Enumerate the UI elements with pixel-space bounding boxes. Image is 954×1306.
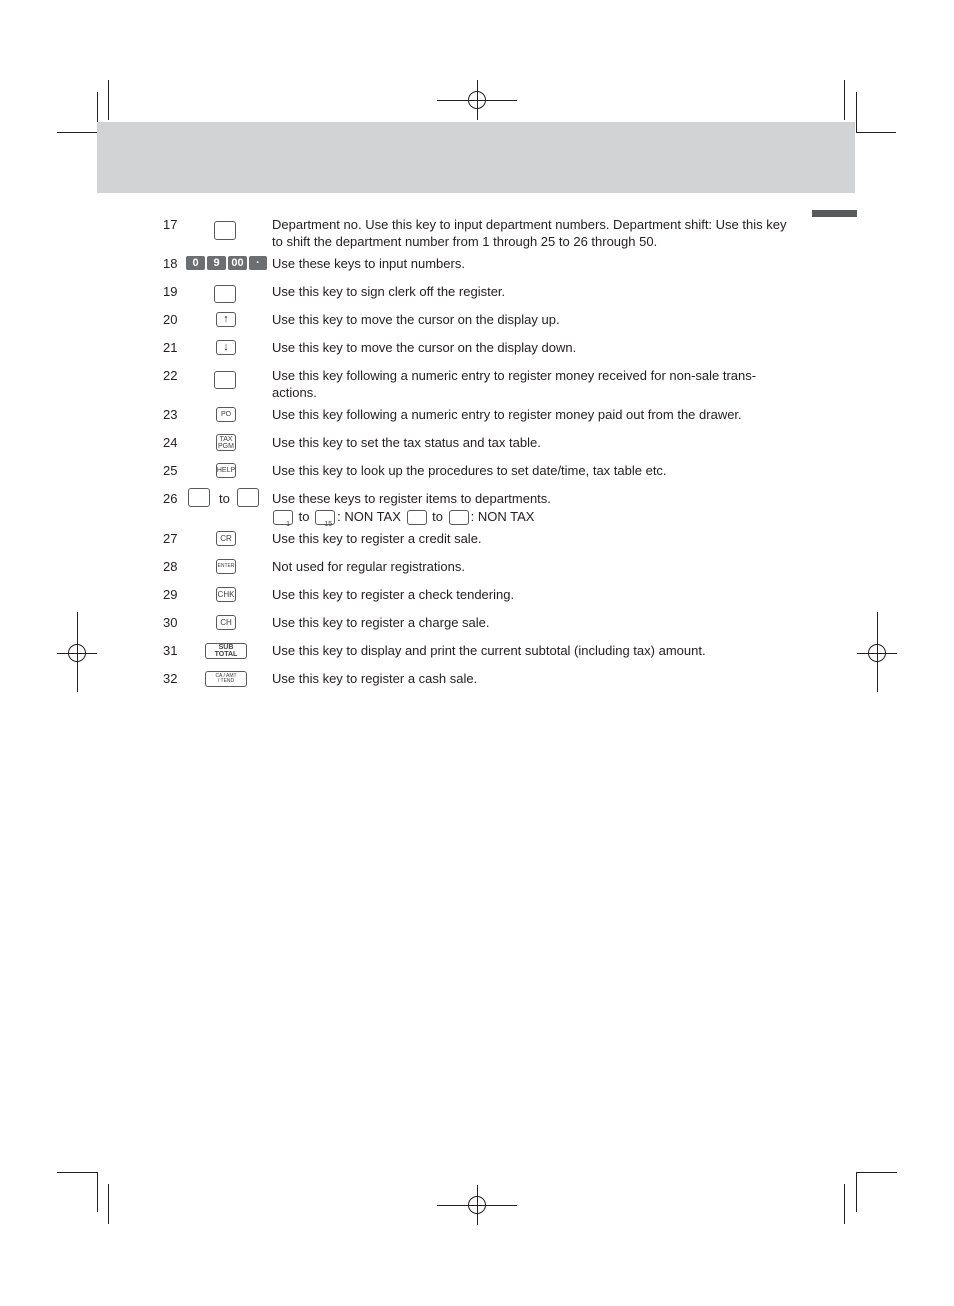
- key-cell: [184, 670, 268, 692]
- item-description: Use this key to set the tax status and tax table.: [272, 435, 541, 450]
- non-tax-label: : NON TAX: [337, 509, 401, 524]
- non-tax-note: [272, 508, 792, 529]
- item-number: 19: [163, 284, 178, 299]
- item-number: 30: [163, 615, 178, 630]
- subtotal-key: [205, 643, 247, 659]
- crop-mark: [844, 1184, 845, 1224]
- key-label-line2: / TEND: [217, 678, 235, 684]
- item-number: 17: [163, 217, 178, 232]
- item-number: 31: [163, 643, 178, 658]
- key-cell: [184, 490, 268, 512]
- key-cell: [184, 586, 268, 608]
- item-description: Use this key to look up the procedures to set date/time, tax table etc.: [272, 463, 667, 478]
- crop-mark: [108, 80, 109, 120]
- key-cell: [184, 255, 268, 277]
- key-cell: [184, 283, 268, 305]
- item-description: Use this key to register a cash sale.: [272, 671, 478, 686]
- key-cell: [184, 367, 268, 389]
- numeric-key-9: 9: [207, 256, 226, 270]
- department-key-last: [237, 488, 259, 507]
- item-number: 21: [163, 340, 178, 355]
- down-arrow-icon: ↓: [223, 341, 229, 353]
- check-key: CHK: [216, 587, 236, 602]
- item-description: Use these keys to input numbers.: [272, 256, 465, 271]
- key-cell: [184, 530, 268, 552]
- to-label: to: [432, 509, 443, 524]
- help-key: HELP: [216, 463, 236, 478]
- item-description: Use this key to move the cursor on the display up.: [272, 312, 560, 327]
- received-on-account-key: [214, 371, 236, 389]
- cursor-down-key: [216, 340, 236, 355]
- credit-key: CR: [216, 531, 236, 546]
- key-cell: [184, 558, 268, 580]
- registration-mark-icon: [868, 644, 886, 662]
- key-cell: [184, 339, 268, 361]
- key-label-line2: TOTAL: [214, 651, 238, 658]
- key-label-line1: CA / AMT: [215, 673, 237, 679]
- to-label: to: [219, 491, 230, 506]
- tax-program-key: [216, 434, 236, 451]
- key-label-line1: TAX: [219, 435, 233, 443]
- item-description: Use this key to display and print the current subtotal (including tax) amount.: [272, 643, 706, 658]
- item-number: 23: [163, 407, 178, 422]
- item-description: Use this key to register a check tendering.: [272, 587, 515, 602]
- crop-mark: [108, 1184, 109, 1224]
- item-number: 27: [163, 531, 178, 546]
- charge-key: CH: [216, 615, 236, 630]
- item-description: Use this key following a numeric entry to register money paid out from the drawer.: [272, 407, 742, 422]
- item-description: Use this key to register a credit sale.: [272, 531, 482, 546]
- crop-mark: [856, 1172, 857, 1212]
- item-number: 25: [163, 463, 178, 478]
- item-number: 32: [163, 671, 178, 686]
- decimal-point-key: ·: [249, 256, 267, 270]
- cash-amount-tend-key: [205, 671, 247, 687]
- key-cell: [184, 406, 268, 428]
- numeric-key-00: 00: [228, 256, 247, 270]
- item-number: 20: [163, 312, 178, 327]
- registration-mark-icon: [68, 644, 86, 662]
- item-description: Not used for regular registrations.: [272, 559, 465, 574]
- item-description: Use this key to move the cursor on the display down.: [272, 340, 577, 355]
- item-description: [272, 490, 792, 529]
- key-cell: [184, 614, 268, 636]
- department-shift-key: [214, 221, 236, 240]
- item-description: Use this key to register a charge sale.: [272, 615, 490, 630]
- paid-out-key: PO: [216, 407, 236, 422]
- description-line: Use these keys to register items to departments.: [272, 491, 551, 506]
- registration-mark-icon: [468, 1196, 486, 1214]
- key-label-line2: PGM: [218, 442, 234, 450]
- crop-mark: [856, 92, 857, 132]
- department-key-blank: [407, 510, 427, 525]
- crop-mark: [856, 132, 896, 133]
- header-band: [97, 122, 855, 193]
- key-cell: [184, 216, 268, 238]
- cursor-up-key: [216, 312, 236, 327]
- crop-mark: [97, 1172, 98, 1212]
- department-key-1: 1: [273, 510, 293, 525]
- up-arrow-icon: ↑: [223, 313, 229, 325]
- crop-mark: [857, 1172, 897, 1173]
- item-number: 29: [163, 587, 178, 602]
- department-key-first: [188, 488, 210, 507]
- crop-mark: [57, 132, 97, 133]
- key-cell: [184, 311, 268, 333]
- item-number: 26: [163, 491, 178, 506]
- item-description: Use this key following a numeric entry to register money received for non-sale trans-actions.: [272, 368, 757, 400]
- item-number: 24: [163, 435, 178, 450]
- key-cell: [184, 434, 268, 456]
- key-cell: [184, 462, 268, 484]
- numeric-key-0: 0: [186, 256, 205, 270]
- item-description: Department no. Use this key to input department numbers. Department shift: Use this key to shift the department number from 1 through 25 to 26 through 50.: [272, 217, 787, 249]
- department-key-15: 15: [315, 510, 335, 525]
- key-cell: [184, 642, 268, 664]
- department-key-blank: [449, 510, 469, 525]
- enter-key: ENTER: [216, 559, 236, 574]
- item-number: 18: [163, 256, 178, 271]
- key-label-line1: SUB: [218, 644, 234, 651]
- clerk-sign-off-key: [214, 285, 236, 303]
- section-tab-marker: [812, 210, 857, 217]
- item-description: Use this key to sign clerk off the register.: [272, 284, 506, 299]
- item-number: 22: [163, 368, 178, 383]
- crop-mark: [844, 80, 845, 120]
- item-number: 28: [163, 559, 178, 574]
- registration-mark-icon: [468, 91, 486, 109]
- non-tax-label: : NON TAX: [470, 509, 535, 524]
- crop-mark: [57, 1172, 97, 1173]
- to-label: to: [298, 509, 310, 524]
